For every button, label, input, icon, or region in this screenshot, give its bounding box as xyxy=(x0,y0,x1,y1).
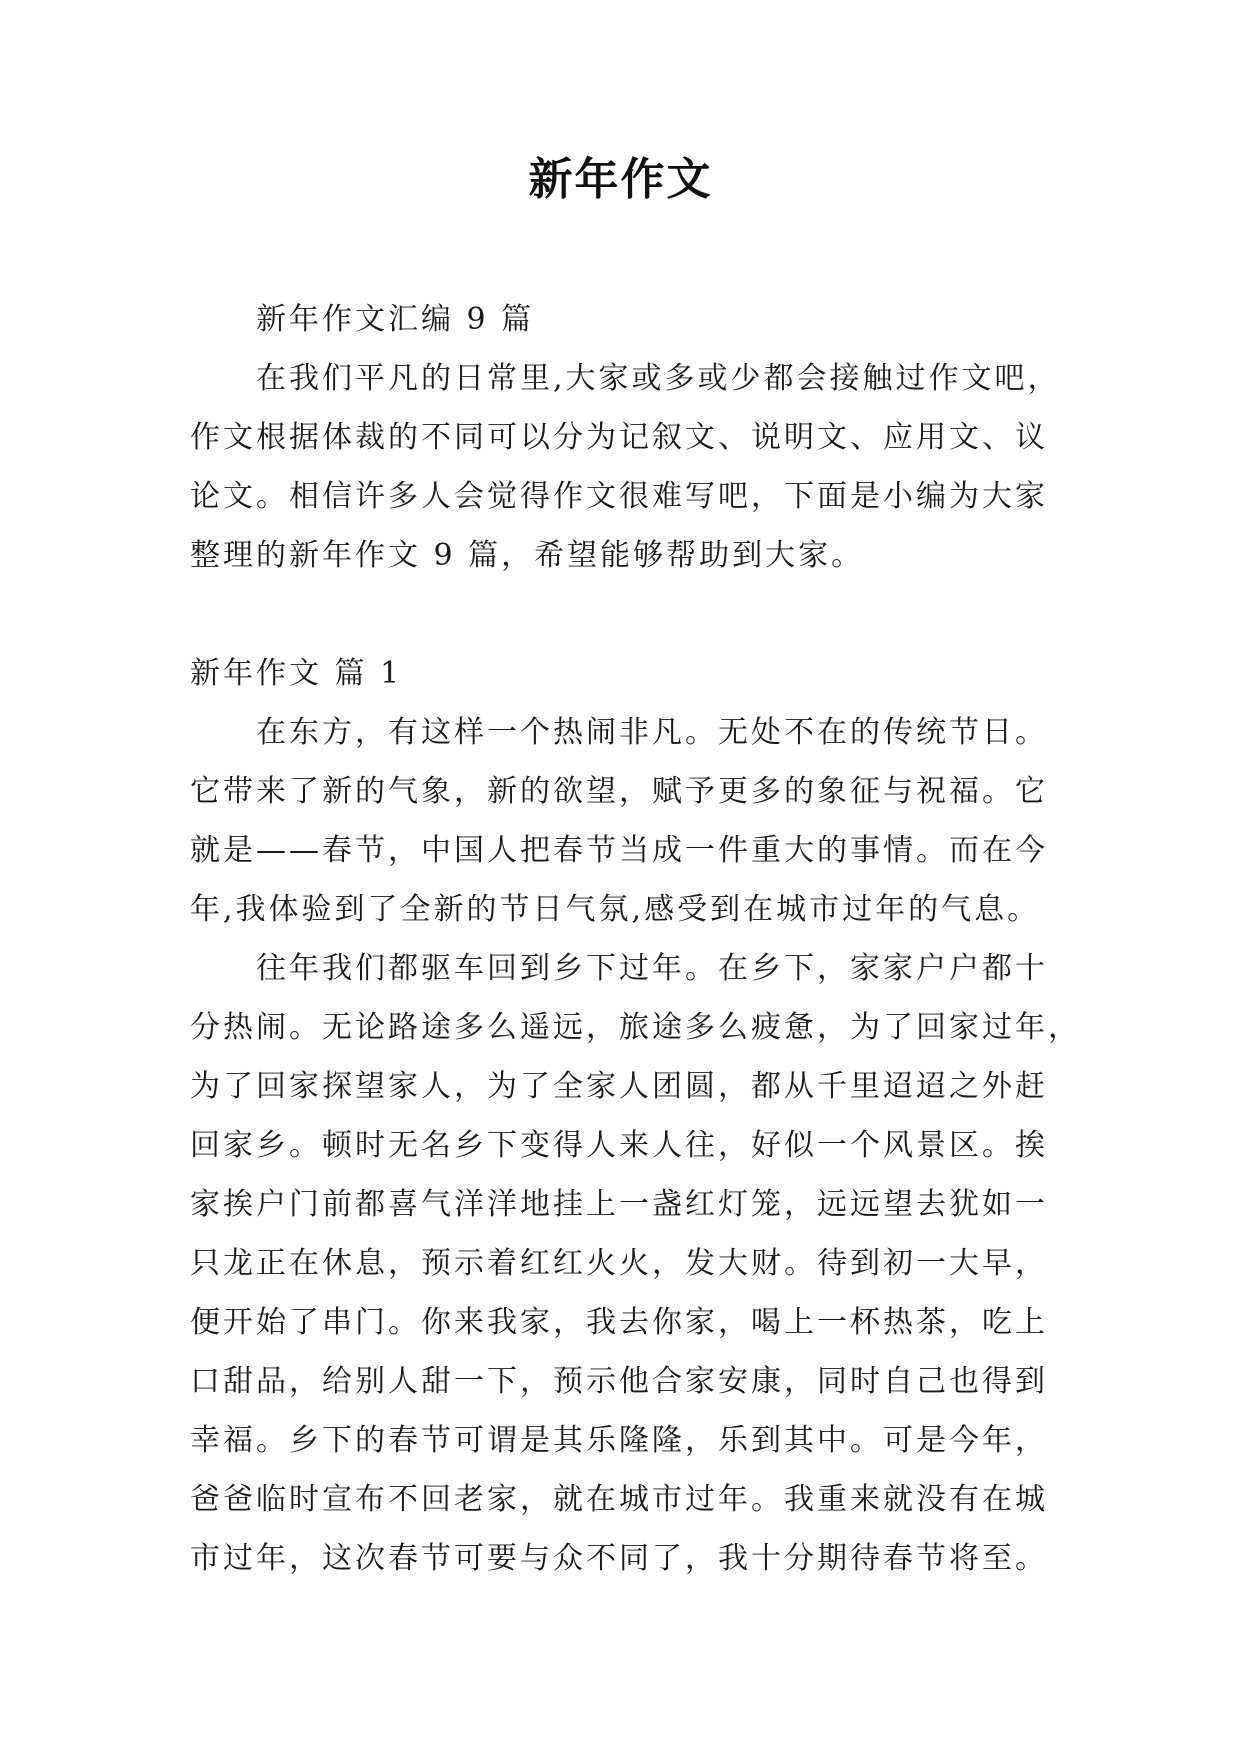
paragraph-line: 爸爸临时宣布不回老家，就在城市过年。我重来就没有在城 xyxy=(190,1482,1048,1517)
document-title: 新年作文 xyxy=(528,154,713,205)
intro-line: 作文根据体裁的不同可以分为记叙文、说明文、应用文、议 xyxy=(190,420,1048,455)
paragraph-line: 家挨户门前都喜气洋洋地挂上一盏红灯笼，远远望去犹如一 xyxy=(190,1187,1048,1222)
paragraph-line: 回家乡。顿时无名乡下变得人来人往，好似一个风景区。挨 xyxy=(190,1128,1048,1163)
paragraph-line: 往年我们都驱车回到乡下过年。在乡下，家家户户都十 xyxy=(256,951,1048,986)
paragraph-line: 为了回家探望家人，为了全家人团圆，都从千里迢迢之外赶 xyxy=(190,1069,1048,1104)
intro-line: 在我们平凡的日常里,大家或多或少都会接触过作文吧， xyxy=(256,361,1061,396)
section-heading: 新年作文 篇 1 xyxy=(190,656,403,691)
paragraph-line: 就是——春节，中国人把春节当成一件重大的事情。而在今 xyxy=(190,833,1048,868)
paragraph-line: 幸福。乡下的春节可谓是其乐隆隆，乐到其中。可是今年， xyxy=(190,1423,1048,1458)
document-subtitle: 新年作文汇编 9 篇 xyxy=(256,302,535,337)
section1-paragraph-1 xyxy=(190,703,1070,939)
section1-paragraph-2 xyxy=(190,939,1081,1588)
intro-paragraph xyxy=(190,349,1070,585)
paragraph-line: 年,我体验到了全新的节日气氛,感受到在城市过年的气息。 xyxy=(190,892,1041,927)
intro-line: 论文。相信许多人会觉得作文很难写吧，下面是小编为大家 xyxy=(190,479,1048,514)
intro-line: 整理的新年作文 9 篇，希望能够帮助到大家。 xyxy=(190,538,865,573)
paragraph-line: 便开始了串门。你来我家，我去你家，喝上一杯热茶，吃上 xyxy=(190,1305,1048,1340)
paragraph-line: 市过年，这次春节可要与众不同了，我十分期待春节将至。 xyxy=(190,1541,1048,1576)
section-spacer xyxy=(190,585,1070,644)
paragraph-line: 分热闹。无论路途多么遥远，旅途多么疲惫，为了回家过年， xyxy=(190,1010,1081,1045)
paragraph-line: 口甜品，给别人甜一下，预示他合家安康，同时自己也得到 xyxy=(190,1364,1048,1399)
paragraph-line: 它带来了新的气象，新的欲望，赋予更多的象征与祝福。它 xyxy=(190,774,1048,809)
paragraph-line: 在东方，有这样一个热闹非凡。无处不在的传统节日。 xyxy=(256,715,1048,750)
document-body xyxy=(190,290,1081,1588)
paragraph-line: 只龙正在休息，预示着红红火火，发大财。待到初一大早， xyxy=(190,1246,1048,1281)
